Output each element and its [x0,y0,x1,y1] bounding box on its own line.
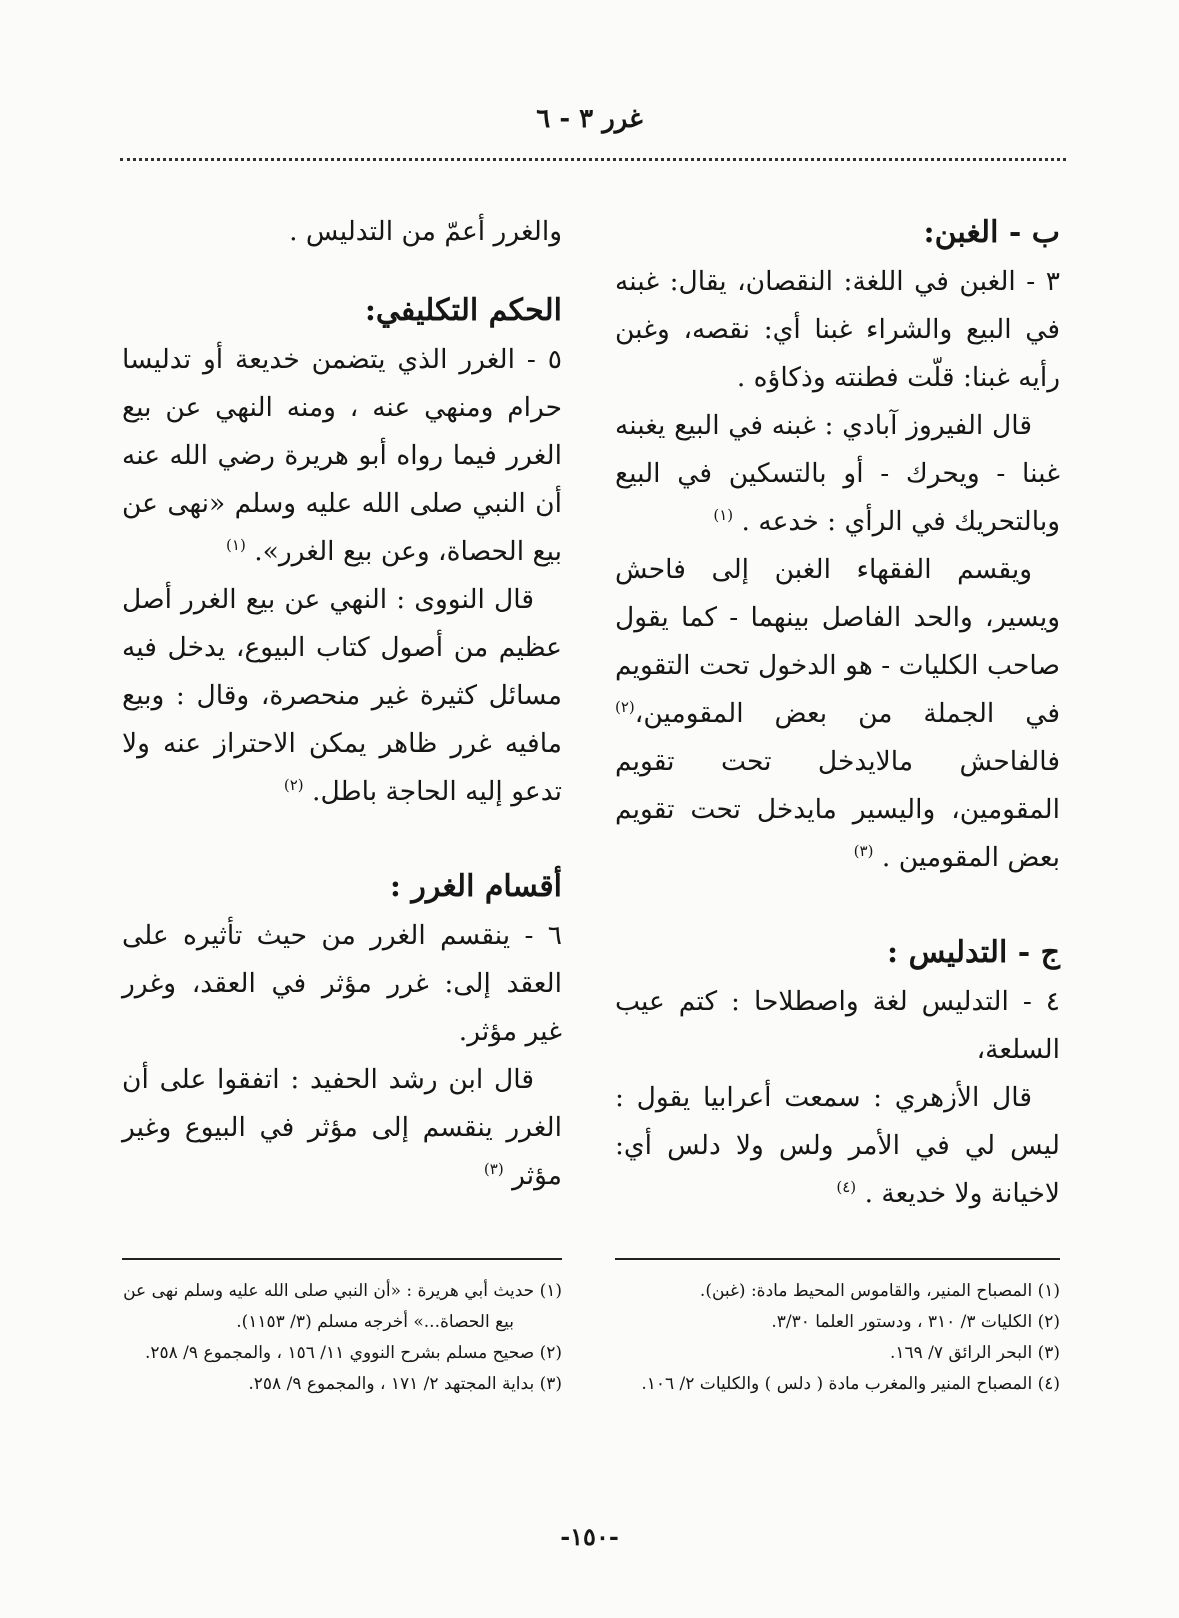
paragraph-4-definition: ٤ - التدليس لغة واصطلاحا : كتم عيب السلعة، [615,986,1060,1065]
paragraph-text: قال الفيروز آبادي : غبنه في البيع يغبنه غبنا - ويحرك - أو بالتسكين في البيع وبالتحريك في الرأي : خدعه . [615,410,1060,537]
paragraph-text: ٥ - الغرر الذي يتضمن خديعة أو تدليسا حرام ومنهي عنه ، ومنه النهي عن بيع الغرر فيما رواه أبو هريرة رضي الله عنه أن النبي صلى الله عليه وسلم «نهى عن بيع الحصاة، وعن بيع الغرر». [122,344,562,567]
footnote-item: (٢) صحيح مسلم بشرح النووي ١١/ ١٥٦ ، والمجموع ٩/ ٢٥٨. [144,1343,562,1363]
footnote-item: (٤) المصباح المنير والمغرب مادة ( دلس ) والكليات ٢/ ١٠٦. [641,1374,1060,1394]
paragraph-3-division [615,546,1060,882]
footnote-ref: (٢) [615,698,635,717]
footnote-ref: (٣) [483,1160,504,1179]
footnote-item: (٣) بداية المجتهد ٢/ ١٧١ ، والمجموع ٩/ ٢٥٨. [248,1374,562,1394]
footnote-item: (٢) الكليات ٣/ ٣١٠ ، ودستور العلما ٣/٣٠. [771,1312,1060,1332]
footnote-ref: (٤) [836,1178,857,1197]
page-number: -١٥٠- [560,1522,619,1551]
footnotes-right [615,1276,1060,1400]
paragraph-4-azhari [615,1074,1060,1218]
footnote-ref: (١) [226,536,246,555]
footnote-ref: (١) [713,506,734,525]
paragraph-text: فالفاحش مالايدخل تحت تقويم المقومين، واليسير مايدخل تحت تقويم بعض المقومين . [615,746,1060,873]
aqsam-heading: أقسام الغرر : [389,869,562,904]
footnote-item: (٣) البحر الرائق ٧/ ١٦٩. [889,1343,1060,1363]
paragraph-text: ويقسم الفقهاء الغبن إلى فاحش ويسير، والحد الفاصل بينهما - كما يقول صاحب الكليات - هو الدخول تحت التقويم في الجملة من بعض المقومين، [615,554,1060,729]
paragraph-intro: والغرر أعمّ من التدليس . [289,216,562,247]
hukm-heading: الحكم التكليفي: [364,293,562,328]
paragraph-text: قال النووى : النهي عن بيع الغرر أصل عظيم من أصول كتاب البيوع، يدخل فيه مسائل كثيرة غير منحصرة، وقال : وبيع مافيه غرر ظاهر يمكن الاحتراز عنه ولا تدعو إليه الحاجة باطل. [122,584,562,807]
section-c-heading: ج - التدليس : [887,935,1060,970]
paragraph-5-nawawi [122,576,562,816]
paragraph-6-division: ٦ - ينقسم الغرر من حيث تأثيره على العقد إلى: غرر مؤثر في العقد، وغرر غير مؤثر. [122,920,562,1047]
left-column [122,208,562,1200]
footnote-rule-right [615,1258,1060,1260]
running-header: غرر ٣ - ٦ [536,104,643,134]
footnote-item: (١) حديث أبي هريرة : «أن النبي صلى الله عليه وسلم نهى عن بيع الحصاة...» أخرجه مسلم (٣/ ١١٥٣). [123,1281,562,1332]
footnote-rule-left [122,1258,562,1260]
paragraph-6-ibn-rushd [122,1056,562,1200]
footnote-item: (١) المصباح المنير، والقاموس المحيط مادة: (غبن). [699,1281,1060,1301]
spacer [122,816,562,862]
header-dotted-rule [120,158,1066,161]
section-b-heading: ب - الغبن: [923,215,1060,250]
paragraph-text: قال الأزهري : سمعت أعرابيا يقول : ليس لي في الأمر ولس ولا دلس أي: لاخيانة ولا خديعة . [615,1082,1060,1209]
footnotes-left [122,1276,562,1400]
footnote-ref: (٢) [283,776,304,795]
paragraph-3-definition: ٣ - الغبن في اللغة: النقصان، يقال: غبنه في البيع والشراء غبنا أي: نقصه، وغبن رأيه غبنا: قلّت فطنته وذكاؤه . [615,266,1060,393]
spacer [122,256,562,286]
paragraph-3-firuzabadi [615,402,1060,546]
spacer [615,882,1060,928]
right-column [615,208,1060,1218]
footnote-ref: (٣) [853,842,874,861]
paragraph-text: قال ابن رشد الحفيد : اتفقوا على أن الغرر ينقسم إلى مؤثر في البيوع وغير مؤثر [122,1064,562,1191]
paragraph-5-ruling [122,336,562,576]
